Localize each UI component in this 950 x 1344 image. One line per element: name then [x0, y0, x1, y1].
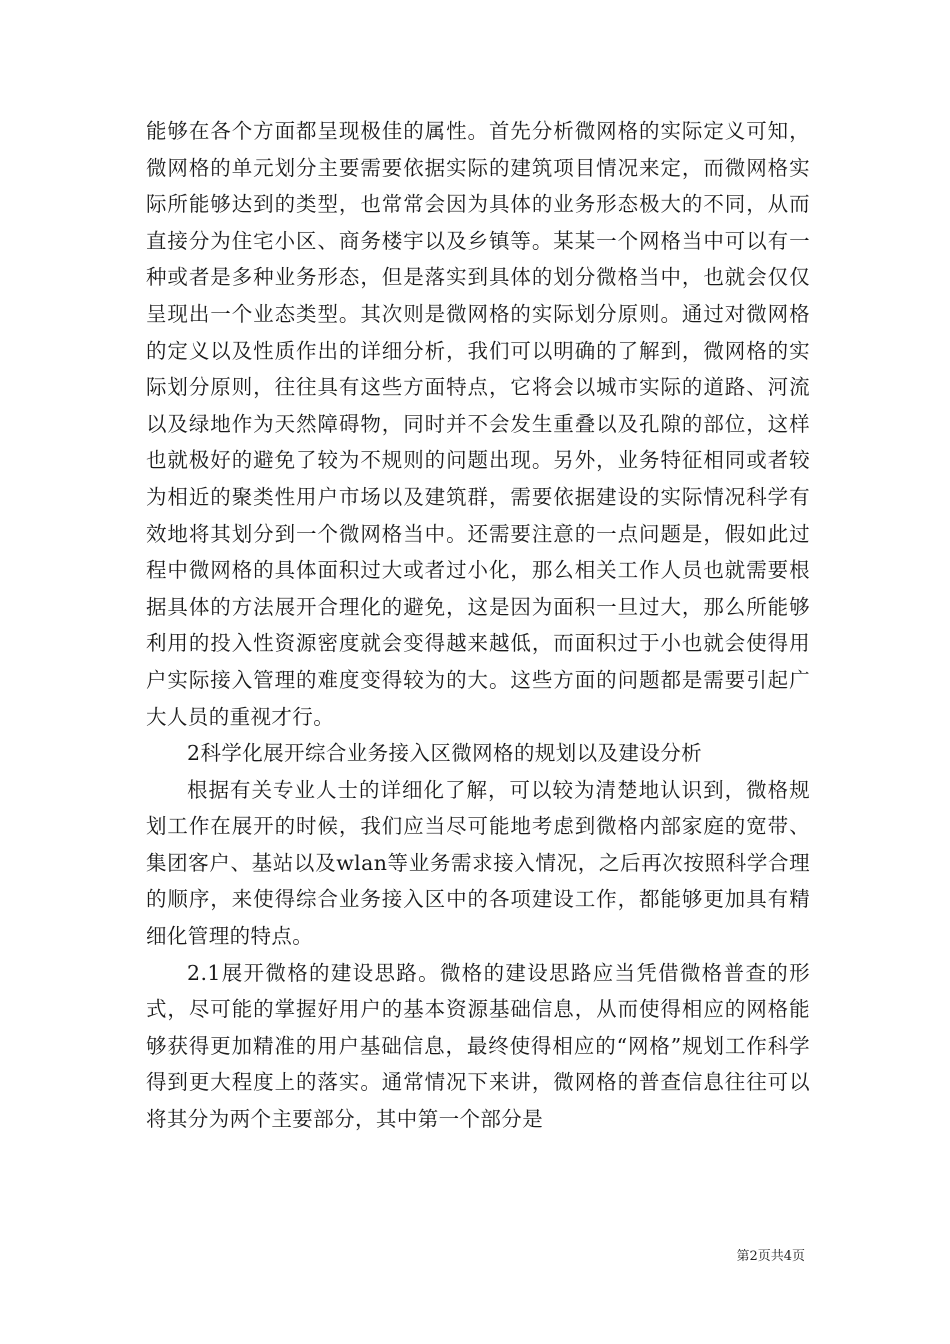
page-number-footer: 第2页共4页: [736, 1249, 805, 1264]
document-body: [146, 113, 810, 1138]
section-heading: 2科学化展开综合业务接入区微网格的规划以及建设分析: [187, 741, 703, 766]
paragraph: 根据有关专业人士的详细化了解，可以较为清楚地认识到，微格规划工作在展开的时候，我们应当尽可能地考虑到微格内部家庭的宽带、集团客户、基站以及wlan等业务需求接入情况，之后再次按照科学合理的顺序，来使得综合业务接入区中的各项建设工作，都能够更加具有精细化管理的特点。: [146, 777, 810, 949]
subsection-paragraph: 2.1展开微格的建设思路。微格的建设思路应当凭借微格普查的形式，尽可能的掌握好用户的基本资源基础信息，从而使得相应的网格能够获得更加精准的用户基础信息，最终使得相应的“网格”规划工作科学得到更大程度上的落实。通常情况下来讲，微网格的普查信息往往可以将其分为两个主要部分，其中第一个部分是: [146, 960, 810, 1132]
paragraph-continuation: 能够在各个方面都呈现极佳的属性。首先分析微网格的实际定义可知，微网格的单元划分主要需要依据实际的建筑项目情况来定，而微网格实际所能够达到的类型，也常常会因为具体的业务形态极大的不同，从而直接分为住宅小区、商务楼宇以及乡镇等。某某一个网格当中可以有一种或者是多种业务形态，但是落实到具体的划分微格当中，也就会仅仅呈现出一个业态类型。其次则是微网格的实际划分原则。通过对微网格的定义以及性质作出的详细分析，我们可以明确的了解到，微网格的实际划分原则，往往具有这些方面特点，它将会以城市实际的道路、河流以及绿地作为天然障碍物，同时并不会发生重叠以及孔隙的部位，这样也就极好的避免了较为不规则的问题出现。另外，业务特征相同或者较为相近的聚类性用户市场以及建筑群，需要依据建设的实际情况科学有效地将其划分到一个微网格当中。还需要注意的一点问题是，假如此过程中微网格的具体面积过大或者过小化，那么相关工作人员也就需要根据具体的方法展开合理化的避免，这是因为面积一旦过大，那么所能够利用的投入性资源密度就会变得越来越低，而面积过于小也就会使得用户实际接入管理的难度变得较为的大。这些方面的问题都是需要引起广大人员的重视才行。: [146, 119, 810, 729]
